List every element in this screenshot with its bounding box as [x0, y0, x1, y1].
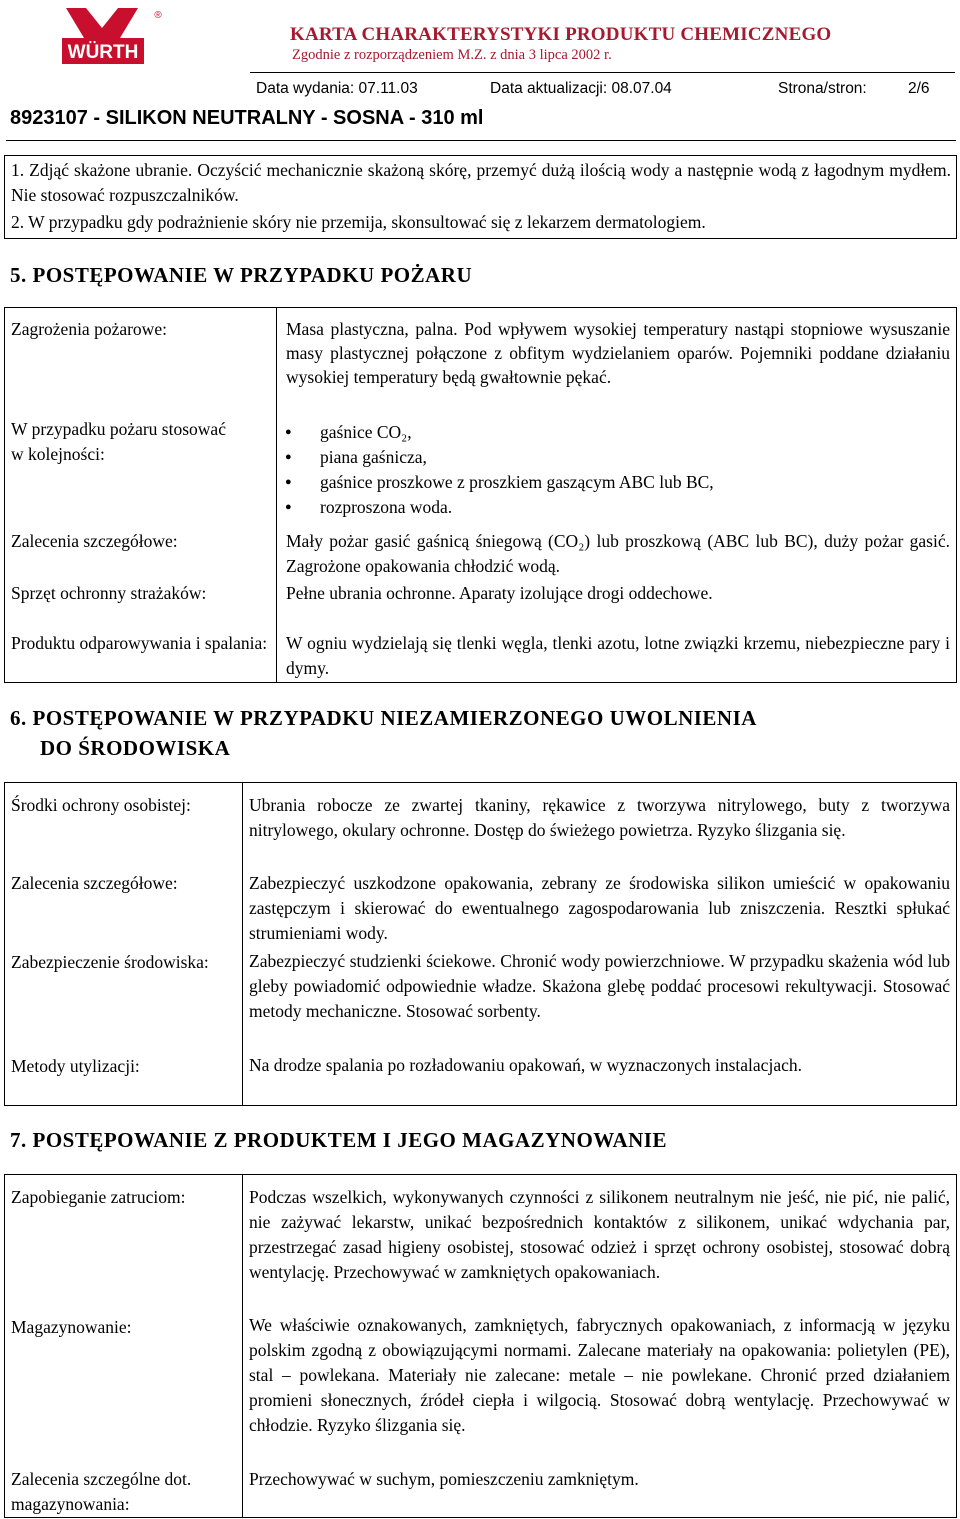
- value-personal-protection: Ubrania robocze ze zwartej tkaniny, rękawice z tworzywa nitrylowego, buty z tworzywa nitrylowego, okulary ochronne. Dostęp do świeżego powietrza. Ryzyko ślizgania się.: [249, 795, 950, 840]
- wurth-logo: [6, 4, 168, 68]
- list-item: ● gaśnice proszkowe z proszkiem gaszącym ABC lub BC,: [286, 470, 950, 495]
- value-detailed-recommendations: Zabezpieczyć uszkodzone opakowania, zebrany ze środowiska silikon umieścić w opakowaniu zastępczym i skierować do ewentualnego zagospodarowania lub zniszczenia. Resztki spłukać strumieniami wody.: [249, 873, 950, 943]
- label-detailed-recommendations: Zalecenia szczegółowe:: [11, 531, 178, 551]
- label-firefighter-equipment: Sprzęt ochronny strażaków:: [11, 583, 207, 603]
- update-date: Data aktualizacji: 08.07.04: [490, 80, 672, 97]
- column-divider: [242, 783, 243, 1105]
- product-divider: [6, 140, 956, 141]
- first-aid-step-1: 1. Zdjąć skażone ubranie. Oczyścić mechanicznie skażoną skórę, przemyć dużą ilością wody a następnie wodą z łagodnym mydłem. Nie stosować rozpuszczalników.: [11, 160, 951, 205]
- header-divider: [250, 72, 955, 73]
- label-extinguishing-order: W przypadku pożaru stosować w kolejności:: [11, 419, 226, 464]
- value-disposal-methods: Na drodze spalania po rozładowaniu opakowań, w wyznaczonych instalacjach.: [249, 1055, 802, 1075]
- first-aid-step-2: 2. W przypadku gdy podrażnienie skóry nie przemija, skonsultować się z lekarzem dermatologiem.: [11, 212, 706, 232]
- label-combustion-products: Produktu odparowywania i spalania:: [11, 633, 268, 653]
- label-detailed-recommendations: Zalecenia szczegółowe:: [11, 873, 178, 893]
- section-5-title: 5. POSTĘPOWANIE W PRZYPADKU POŻARU: [10, 263, 473, 287]
- logo-text: WÜRTH: [67, 42, 139, 63]
- section-7-title: 7. POSTĘPOWANIE Z PRODUKTEM I JEGO MAGAZYNOWANIE: [10, 1128, 667, 1152]
- list-item: ● rozproszona woda.: [286, 495, 950, 520]
- label-personal-protection: Środki ochrony osobistej:: [11, 795, 191, 815]
- section-6-table: [4, 782, 957, 1106]
- value-firefighter-equipment: Pełne ubrania ochronne. Aparaty izolujące drogi oddechowe.: [286, 583, 713, 603]
- value-combustion-products: W ogniu wydzielają się tlenki węgla, tlenki azotu, lotne związki krzemu, niebezpieczne pary i dymy.: [286, 633, 950, 678]
- document-title: KARTA CHARAKTERYSTYKI PRODUKTU CHEMICZNEGO: [290, 24, 832, 45]
- label-storage: Magazynowanie:: [11, 1317, 132, 1337]
- list-item: ● gaśnice CO₂,: [286, 420, 950, 445]
- issue-date: Data wydania: 07.11.03: [256, 80, 418, 97]
- first-aid-box: [4, 155, 957, 239]
- value-detailed-recommendations: Mały pożar gasić gaśnicą śniegową (CO₂) lub proszkową (ABC lub BC), duży pożar gasić. Zagrożone opakowania chłodzić wodą.: [286, 531, 950, 576]
- value-storage: We właściwie oznakowanych, zamkniętych, fabrycznych opakowaniach, z informacją w języku polskim zgodną z obowiązującymi normami. Zalecane materiały na opakowania: polietylen (PE), stal – powlekana. Materiały nie zalecane: metale – nie powlekane. Chronić przed działaniem promieni słonecznych, źródeł ciepła i wilgocią. Stosować dobrą wentylację. Przechowywać w chłodzie. Ryzyko ślizgania się.: [249, 1315, 950, 1435]
- page-label: Strona/stron:: [778, 80, 867, 97]
- list-item: ● piana gaśnicza,: [286, 445, 950, 470]
- label-disposal-methods: Metody utylizacji:: [11, 1056, 140, 1076]
- section-7-table: [4, 1174, 957, 1518]
- column-divider: [242, 1175, 243, 1517]
- section-5-table: [4, 307, 957, 683]
- product-name: 8923107 - SILIKON NEUTRALNY - SOSNA - 310 ml: [10, 107, 484, 129]
- section-6-title-cont: DO ŚRODOWISKA: [40, 736, 231, 760]
- column-divider: [276, 308, 277, 682]
- label-storage-recommendations: Zalecenia szczególne dot. magazynowania:: [11, 1469, 192, 1514]
- extinguishing-media-list: [286, 420, 950, 520]
- section-6-title: 6. POSTĘPOWANIE W PRZYPADKU NIEZAMIERZONEGO UWOLNIENIA: [10, 706, 757, 730]
- svg-text:®: ®: [154, 10, 162, 21]
- value-fire-hazards: Masa plastyczna, palna. Pod wpływem wysokiej temperatury nastąpi stopniowe wysuszanie masy plastycznej połączone z obfitym wydzielaniem oparów. Pojemniki poddane działaniu wysokiej temperatury będą gwałtownie pękać.: [286, 319, 950, 387]
- label-environmental-protection: Zabezpieczenie środowiska:: [11, 952, 209, 972]
- label-fire-hazards: Zagrożenia pożarowe:: [11, 319, 167, 339]
- label-poisoning-prevention: Zapobieganie zatruciom:: [11, 1187, 186, 1207]
- value-poisoning-prevention: Podczas wszelkich, wykonywanych czynności z silikonem neutralnym nie jeść, nie pić, nie palić, nie zażywać lekarstw, unikać bezpośrednich kontaktów z silikonem, unikać wdychania par, przestrzegać zasad higieny osobistej, stosować odzież i sprzęt ochrony osobistej, stosować dobrą wentylację. Przechowywać w zamkniętych opakowaniach.: [249, 1187, 950, 1282]
- value-environmental-protection: Zabezpieczyć studzienki ściekowe. Chronić wody powierzchniowe. W przypadku skażenia wód lub gleby powiadomić odpowiednie władze. Skażona glebę poddać procesowi rekultywacji. Stosować metody mechaniczne. Stosować sorbenty.: [249, 951, 950, 1021]
- document-subtitle: Zgodnie z rozporządzeniem M.Z. z dnia 3 lipca 2002 r.: [292, 47, 612, 63]
- page-number: 2/6: [908, 80, 930, 97]
- value-storage-recommendations: Przechowywać w suchym, pomieszczeniu zamkniętym.: [249, 1469, 639, 1489]
